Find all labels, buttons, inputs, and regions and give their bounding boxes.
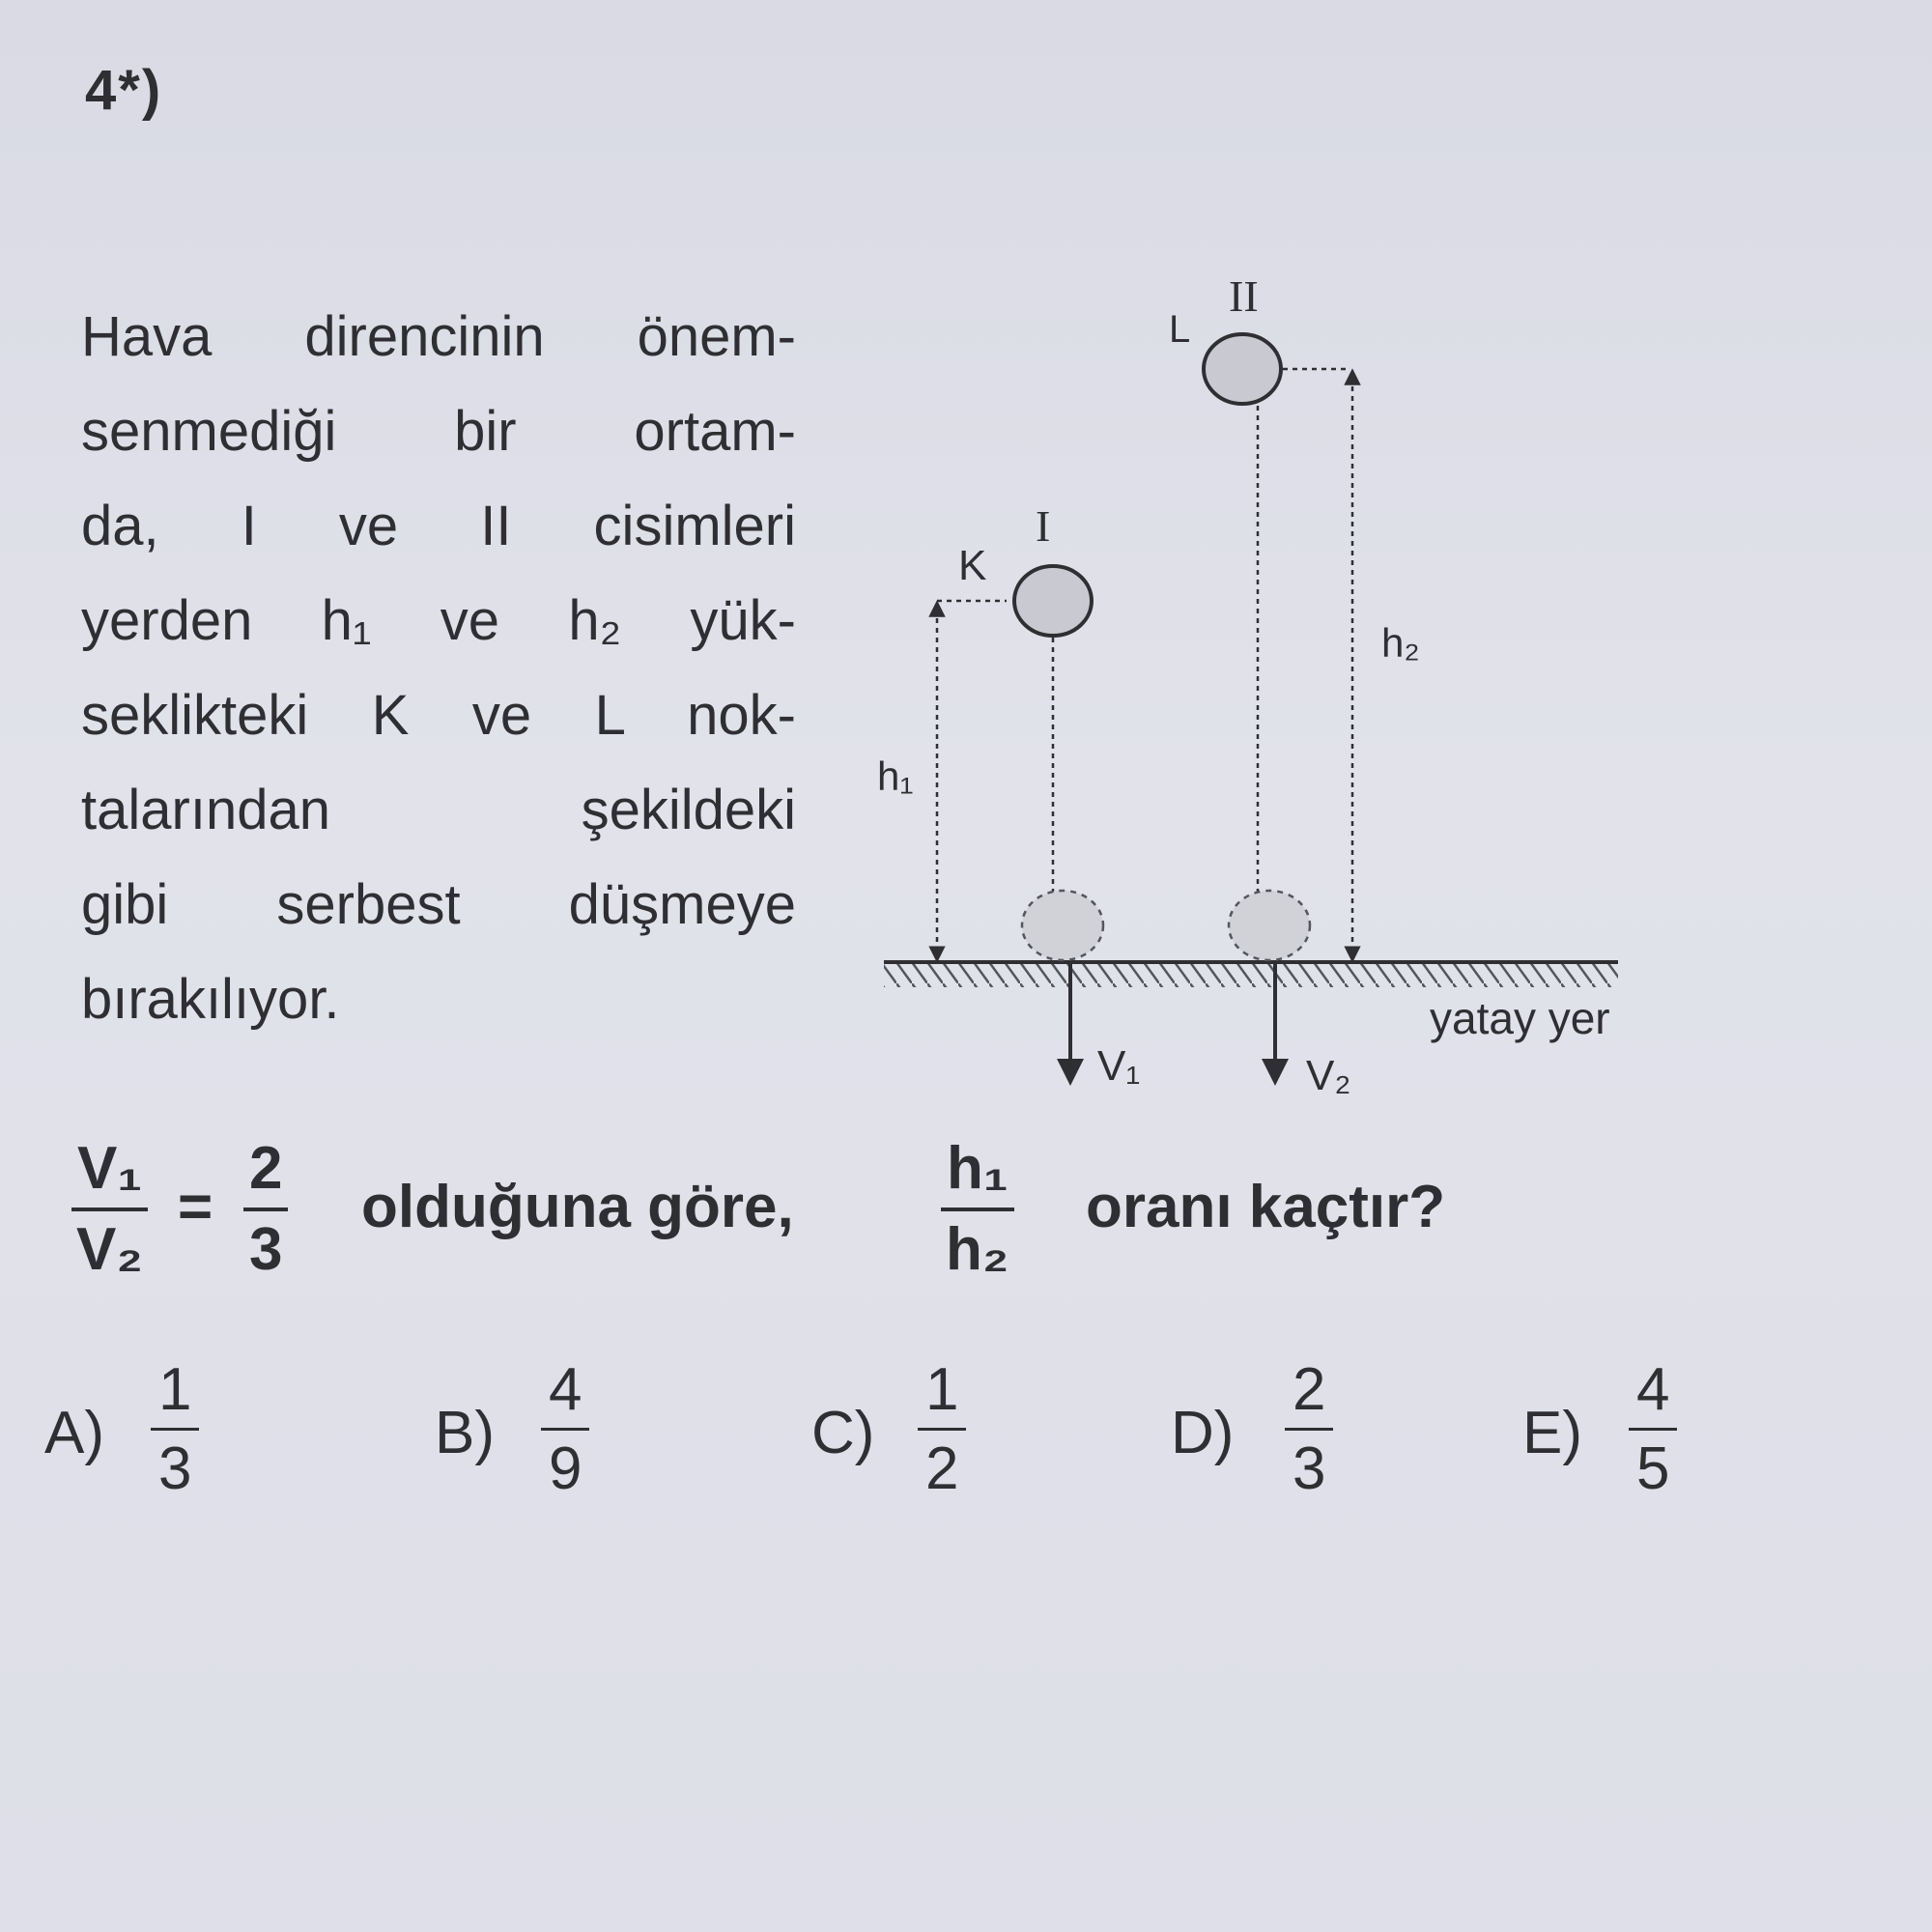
choice-a-denominator: 3 bbox=[158, 1435, 192, 1502]
equals-sign: = bbox=[178, 1174, 213, 1240]
condition-text: olduğuna göre, bbox=[361, 1174, 794, 1240]
choice-a-fraction bbox=[151, 1352, 199, 1508]
height-ratio-fraction bbox=[941, 1130, 1014, 1289]
h1-label: h₁ bbox=[877, 753, 914, 799]
point-K-label: K bbox=[958, 542, 987, 589]
choice-c-denominator: 2 bbox=[925, 1435, 959, 1502]
velocity-ratio-denominator: V₂ bbox=[76, 1216, 143, 1283]
choice-d-fraction bbox=[1285, 1352, 1333, 1508]
answer-choices bbox=[0, 1352, 1932, 1526]
question-line-7: gibi serbest düşmeye bbox=[81, 873, 796, 936]
velocity-ratio-numerator: V₁ bbox=[71, 1130, 148, 1211]
given-value-numerator: 2 bbox=[243, 1130, 288, 1211]
body-II-ball bbox=[1204, 334, 1281, 404]
choice-e-denominator: 5 bbox=[1636, 1435, 1670, 1502]
choice-c[interactable] bbox=[811, 1352, 985, 1517]
v2-label: V₂ bbox=[1306, 1052, 1351, 1099]
choice-e-numerator: 4 bbox=[1629, 1352, 1677, 1431]
given-value-fraction bbox=[243, 1130, 288, 1289]
choice-c-fraction bbox=[918, 1352, 966, 1508]
given-value-denominator: 3 bbox=[249, 1216, 283, 1283]
choice-d-denominator: 3 bbox=[1293, 1435, 1326, 1502]
point-L-label: L bbox=[1169, 308, 1191, 351]
choice-b-fraction bbox=[541, 1352, 589, 1508]
question-line-1: Hava direncinin önem- bbox=[81, 305, 796, 368]
condition-line bbox=[71, 1130, 1714, 1304]
body-I-ball bbox=[1014, 566, 1092, 636]
h2-label: h₂ bbox=[1381, 620, 1420, 666]
choice-a-letter: A) bbox=[44, 1400, 104, 1466]
choice-b-denominator: 9 bbox=[549, 1435, 582, 1502]
question-prompt: oranı kaçtır? bbox=[1086, 1174, 1446, 1240]
question-number: 4*) bbox=[85, 59, 163, 122]
choice-c-numerator: 1 bbox=[918, 1352, 966, 1431]
choice-e-fraction bbox=[1629, 1352, 1677, 1508]
height-ratio-numerator: h₁ bbox=[941, 1130, 1014, 1211]
height-ratio-denominator: h₂ bbox=[946, 1216, 1009, 1283]
v1-label: V₁ bbox=[1097, 1042, 1141, 1090]
body-I-ghost bbox=[1022, 891, 1103, 960]
choice-c-letter: C) bbox=[811, 1400, 875, 1466]
velocity-ratio-fraction bbox=[71, 1130, 148, 1289]
question-line-5: seklikteki K ve L nok- bbox=[81, 684, 796, 747]
question-line-6: talarından şekildeki bbox=[81, 779, 796, 841]
question-line-4: yerden h₁ ve h₂ yük- bbox=[81, 589, 796, 652]
choice-b-letter: B) bbox=[435, 1400, 495, 1466]
ground-label: yatay yer bbox=[1430, 993, 1610, 1043]
body-II-ghost bbox=[1229, 891, 1310, 960]
choice-a-numerator: 1 bbox=[151, 1352, 199, 1431]
choice-b[interactable] bbox=[435, 1352, 609, 1517]
question-line-2: senmediği bir ortam- bbox=[81, 400, 796, 463]
free-fall-diagram bbox=[850, 261, 1681, 1111]
choice-d-numerator: 2 bbox=[1285, 1352, 1333, 1431]
choice-e[interactable] bbox=[1522, 1352, 1696, 1517]
body-II-label: II bbox=[1229, 271, 1259, 321]
choice-a[interactable] bbox=[44, 1352, 218, 1517]
choice-d[interactable] bbox=[1171, 1352, 1345, 1517]
choice-d-letter: D) bbox=[1171, 1400, 1235, 1466]
choice-b-numerator: 4 bbox=[541, 1352, 589, 1431]
choice-e-letter: E) bbox=[1522, 1400, 1582, 1466]
body-I-label: I bbox=[1036, 501, 1051, 551]
question-line-3: da, I ve II cisimleri bbox=[81, 495, 796, 557]
question-line-8: bırakılıyor. bbox=[81, 968, 340, 1031]
ground-hatching bbox=[884, 964, 1618, 987]
question-text bbox=[81, 290, 796, 1047]
